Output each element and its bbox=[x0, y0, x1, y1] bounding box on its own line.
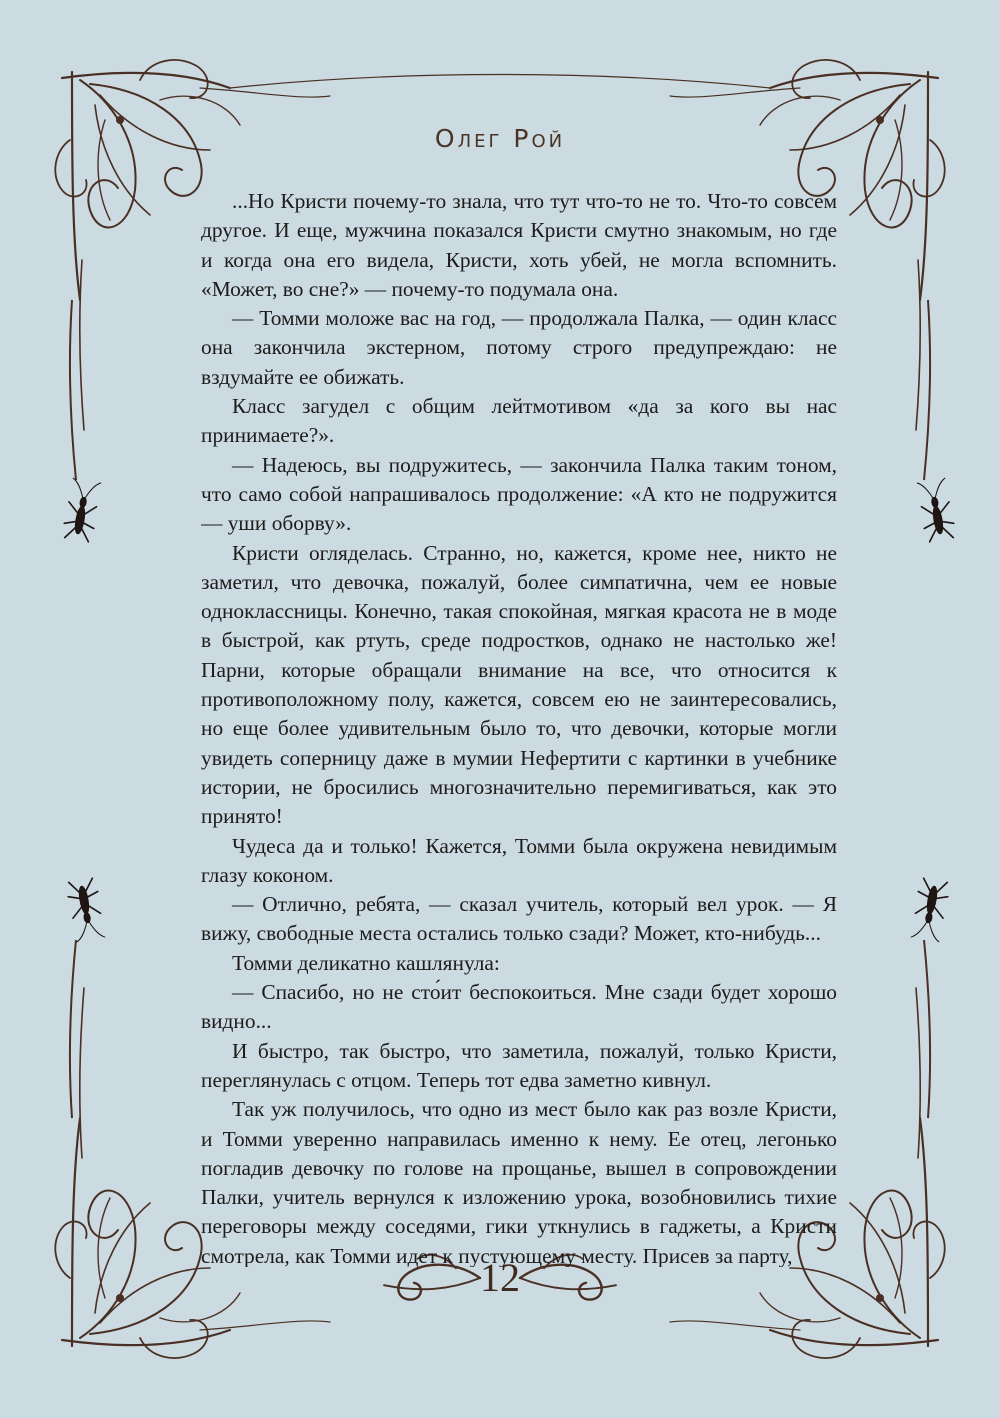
paragraph: И быстро, так быстро, что заметила, пожалуй, только Кристи, переглянулась с отцом. Теперь тот едва заметно кивнул. bbox=[201, 1038, 837, 1092]
paragraph: — Спасибо, но не сто́ит беспокоиться. Мне сзади будет хорошо видно... bbox=[201, 980, 837, 1034]
paragraph: Томми деликатно кашлянула: bbox=[232, 950, 500, 975]
paragraph: — Томми моложе вас на год, — продолжала Палка, — один класс она закончила экстерном, потому строго предупреждаю: не вздумайте ее обижать. bbox=[201, 306, 837, 389]
paragraph: Чудеса да и только! Кажется, Томми была окружена невидимым глазу коконом. bbox=[201, 833, 837, 887]
insect-left-upper-icon bbox=[62, 478, 102, 542]
running-header-author: Олег Рой bbox=[434, 124, 566, 153]
body-text bbox=[201, 187, 837, 1267]
insect-right-upper-icon bbox=[916, 478, 956, 542]
insect-right-lower-icon bbox=[910, 878, 950, 942]
paragraph: Класс загудел с общим лейтмотивом «да за кого вы нас принимаете?». bbox=[201, 394, 837, 448]
paragraph: ...Но Кристи почему-то знала, что тут что-то не то. Что-то совсем другое. И еще, мужчина показался Кристи смутно знакомым, но где и когда она его видела, Кристи, хоть убей, не могла вспомнить. «Может, во сне?» — почему-то подумала она. bbox=[201, 189, 837, 301]
paragraph: — Надеюсь, вы подружитесь, — закончила Палка таким тоном, что само собой напрашивалось продолжение: «А кто не подружится — уши оборву». bbox=[201, 452, 837, 536]
paragraph: — Отлично, ребята, — сказал учитель, который вел урок. — Я вижу, свободные места остались только сзади? Может, кто-нибудь... bbox=[201, 892, 837, 946]
paragraph: Так уж получилось, что одно из мест было как раз возле Кристи, и Томми уверенно направилась именно к нему. Ее отец, легонько погладив девочку по голове на прощанье, вышел в сопровождении Палки, учитель вернулся к изложению урока, возобновились тихие переговоры между соседями, гики уткнулись в гаджеты, а Кристи смотрела, как Томми идет к пустующему месту. Присев за парту, bbox=[201, 1097, 837, 1267]
insect-left-lower-icon bbox=[66, 878, 106, 942]
paragraph: Кристи огляделась. Странно, но, кажется, кроме нее, никто не заметил, что девочка, пожалуй, более симпатична, чем ее новые одноклассницы. Конечно, такая спокойная, мягкая красота не в моде в быстрой, как ртуть, среде подростков, однако не настолько же! Парни, которые обращали внимание на все, что относится к противоположному полу, кажется, совсем ею не заинтересовались, но еще более удивительным было то, что девочки, которые могли увидеть соперницу даже в мумии Нефертити с картинки в учебнике истории, не бросились многозначительно перемигиваться, как это принято! bbox=[201, 540, 837, 829]
page-number: 12 bbox=[480, 1255, 520, 1300]
